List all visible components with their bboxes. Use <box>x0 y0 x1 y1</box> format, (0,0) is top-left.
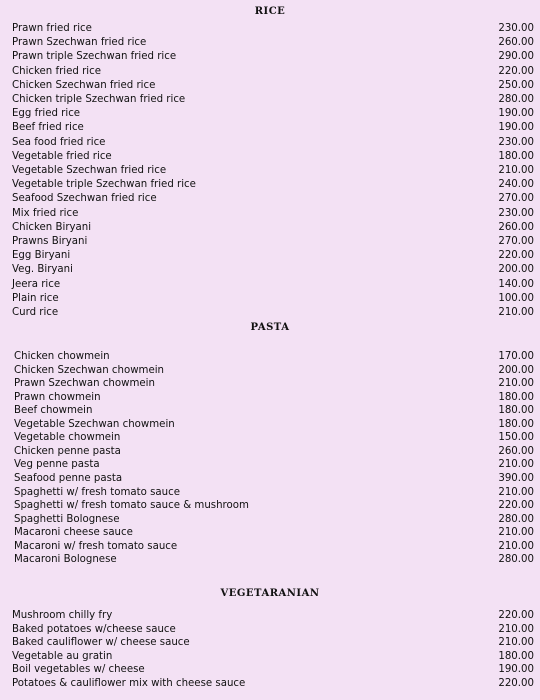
item-name: Prawns Biryani <box>12 236 88 247</box>
item-price: 260.00 <box>498 37 534 49</box>
menu-item-row <box>12 526 534 540</box>
menu-item-row <box>12 263 534 277</box>
item-price: 280.00 <box>498 554 534 566</box>
item-price: 180.00 <box>498 405 534 417</box>
menu-item-row <box>12 663 534 677</box>
item-price: 140.00 <box>498 278 534 290</box>
menu-item-row <box>12 677 534 691</box>
item-name: Jeera rice <box>12 278 61 290</box>
menu-item-row <box>12 164 534 178</box>
item-name: Beef chowmein <box>14 405 93 417</box>
item-name: Veg penne pasta <box>14 459 100 471</box>
item-price: 210.00 <box>498 623 534 635</box>
item-name: Chicken chowmein <box>14 351 110 362</box>
menu-item-row <box>12 553 534 567</box>
item-price: 210.00 <box>498 540 534 552</box>
item-price: 290.00 <box>498 51 534 63</box>
item-name: Prawn Szechwan chowmein <box>14 378 155 390</box>
item-price: 200.00 <box>498 264 534 276</box>
menu-item-row <box>12 207 534 221</box>
menu-item-row <box>12 235 534 249</box>
menu-item-row <box>12 107 534 121</box>
item-name: Plain rice <box>12 292 59 304</box>
menu-item-row <box>12 472 534 486</box>
menu-item-row <box>12 178 534 192</box>
item-price: 180.00 <box>498 650 534 662</box>
item-price: 210.00 <box>498 165 534 176</box>
item-name: Baked potatoes w/cheese sauce <box>12 623 176 635</box>
item-name: Seafood Szechwan fried rice <box>12 193 157 205</box>
item-name: Chicken Szechwan chowmein <box>14 364 165 376</box>
item-price: 100.00 <box>498 292 534 304</box>
item-price: 170.00 <box>498 351 534 362</box>
item-price: 230.00 <box>498 23 534 34</box>
item-price: 210.00 <box>498 486 534 498</box>
item-name: Beef fried rice <box>12 122 84 134</box>
item-name: Egg Biryani <box>12 250 71 262</box>
item-name: Spaghetti w/ fresh tomato sauce <box>14 486 180 498</box>
item-price: 180.00 <box>498 150 534 162</box>
item-price: 220.00 <box>498 65 534 77</box>
section-title-pasta: PASTA <box>250 322 290 333</box>
menu-item-row <box>12 377 534 391</box>
section-title-rice: RICE <box>254 6 286 17</box>
item-price: 210.00 <box>498 637 534 648</box>
item-price: 190.00 <box>498 122 534 134</box>
menu-item-row <box>12 364 534 378</box>
item-name: Macaroni Bolognese <box>14 554 117 566</box>
item-price: 190.00 <box>498 108 534 120</box>
item-name: Vegetable chowmein <box>14 432 121 444</box>
item-name: Seafood penne pasta <box>14 472 123 484</box>
menu-item-row <box>12 418 534 432</box>
item-name: Spaghetti Bolognese <box>14 513 120 525</box>
menu-item-row <box>12 36 534 50</box>
item-name: Macaroni cheese sauce <box>14 527 133 539</box>
menu-item-row <box>12 350 534 364</box>
menu-item-row <box>12 221 534 235</box>
menu-item-row <box>12 65 534 79</box>
menu-item-row <box>12 136 534 150</box>
menu-item-row <box>12 278 534 292</box>
menu-item-row <box>12 306 534 320</box>
item-name: Vegetable fried rice <box>12 150 112 162</box>
menu-item-row <box>12 623 534 637</box>
menu-item-row <box>12 650 534 664</box>
item-price: 280.00 <box>498 513 534 525</box>
item-price: 180.00 <box>498 418 534 430</box>
item-name: Macaroni w/ fresh tomato sauce <box>14 540 178 552</box>
menu-item-row <box>12 431 534 445</box>
item-price: 250.00 <box>498 79 534 91</box>
item-name: Prawn fried rice <box>12 23 92 34</box>
item-name: Mix fried rice <box>12 207 79 219</box>
item-price: 260.00 <box>498 445 534 457</box>
item-price: 210.00 <box>498 307 534 318</box>
item-name: Curd rice <box>12 307 59 318</box>
menu-item-row <box>12 249 534 263</box>
item-name: Prawn chowmein <box>14 391 101 403</box>
item-price: 180.00 <box>498 391 534 403</box>
item-name: Potatoes & cauliflower mix with cheese sauce <box>12 677 246 689</box>
menu-item-row <box>12 636 534 650</box>
item-name: Chicken fried rice <box>12 65 101 77</box>
menu-item-row <box>12 458 534 472</box>
item-name: Vegetable Szechwan chowmein <box>14 418 175 430</box>
item-name: Boil vegetables w/ cheese <box>12 664 145 675</box>
item-price: 240.00 <box>498 179 534 191</box>
item-price: 270.00 <box>498 236 534 247</box>
item-name: Egg fried rice <box>12 108 81 120</box>
menu-item-row <box>12 513 534 527</box>
item-price: 270.00 <box>498 193 534 205</box>
menu-item-row <box>12 540 534 554</box>
item-name: Sea food fried rice <box>12 136 106 148</box>
item-name: Prawn triple Szechwan fried rice <box>12 51 177 63</box>
menu-item-row <box>12 609 534 623</box>
menu-item-row <box>12 192 534 206</box>
item-name: Baked cauliflower w/ cheese sauce <box>12 637 190 648</box>
item-name: Prawn Szechwan fried rice <box>12 37 147 49</box>
item-price: 210.00 <box>498 378 534 390</box>
menu-item-row <box>12 22 534 36</box>
menu-item-row <box>12 121 534 135</box>
menu-item-row <box>12 93 534 107</box>
menu-item-row <box>12 150 534 164</box>
section-title-veg: VEGETARANIAN <box>220 588 320 599</box>
item-price: 390.00 <box>498 472 534 484</box>
item-price: 220.00 <box>498 677 534 689</box>
item-name: Chicken Biryani <box>12 221 92 233</box>
menu-item-row <box>12 79 534 93</box>
menu-item-row <box>12 391 534 405</box>
item-price: 220.00 <box>498 500 534 512</box>
menu-item-row <box>12 292 534 306</box>
item-price: 220.00 <box>498 610 534 621</box>
menu-item-row <box>12 404 534 418</box>
item-price: 260.00 <box>498 221 534 233</box>
menu-item-row <box>12 499 534 513</box>
item-name: Vegetable au gratin <box>12 650 113 662</box>
item-price: 210.00 <box>498 459 534 471</box>
menu-item-row <box>12 486 534 500</box>
item-name: Chicken penne pasta <box>14 445 121 457</box>
item-name: Vegetable Szechwan fried rice <box>12 165 167 176</box>
item-name: Vegetable triple Szechwan fried rice <box>12 179 196 191</box>
item-price: 200.00 <box>498 364 534 376</box>
item-price: 220.00 <box>498 250 534 262</box>
item-name: Chicken Szechwan fried rice <box>12 79 156 91</box>
item-name: Spaghetti w/ fresh tomato sauce & mushroom <box>14 500 249 512</box>
item-price: 210.00 <box>498 527 534 539</box>
item-price: 230.00 <box>498 136 534 148</box>
item-price: 280.00 <box>498 94 534 105</box>
item-price: 150.00 <box>498 432 534 444</box>
menu-item-row <box>12 50 534 64</box>
item-price: 190.00 <box>498 664 534 675</box>
item-name: Veg. Biryani <box>12 264 73 276</box>
item-price: 230.00 <box>498 207 534 219</box>
item-name: Chicken triple Szechwan fried rice <box>12 94 186 105</box>
menu-item-row <box>12 445 534 459</box>
item-name: Mushroom chilly fry <box>12 610 113 621</box>
